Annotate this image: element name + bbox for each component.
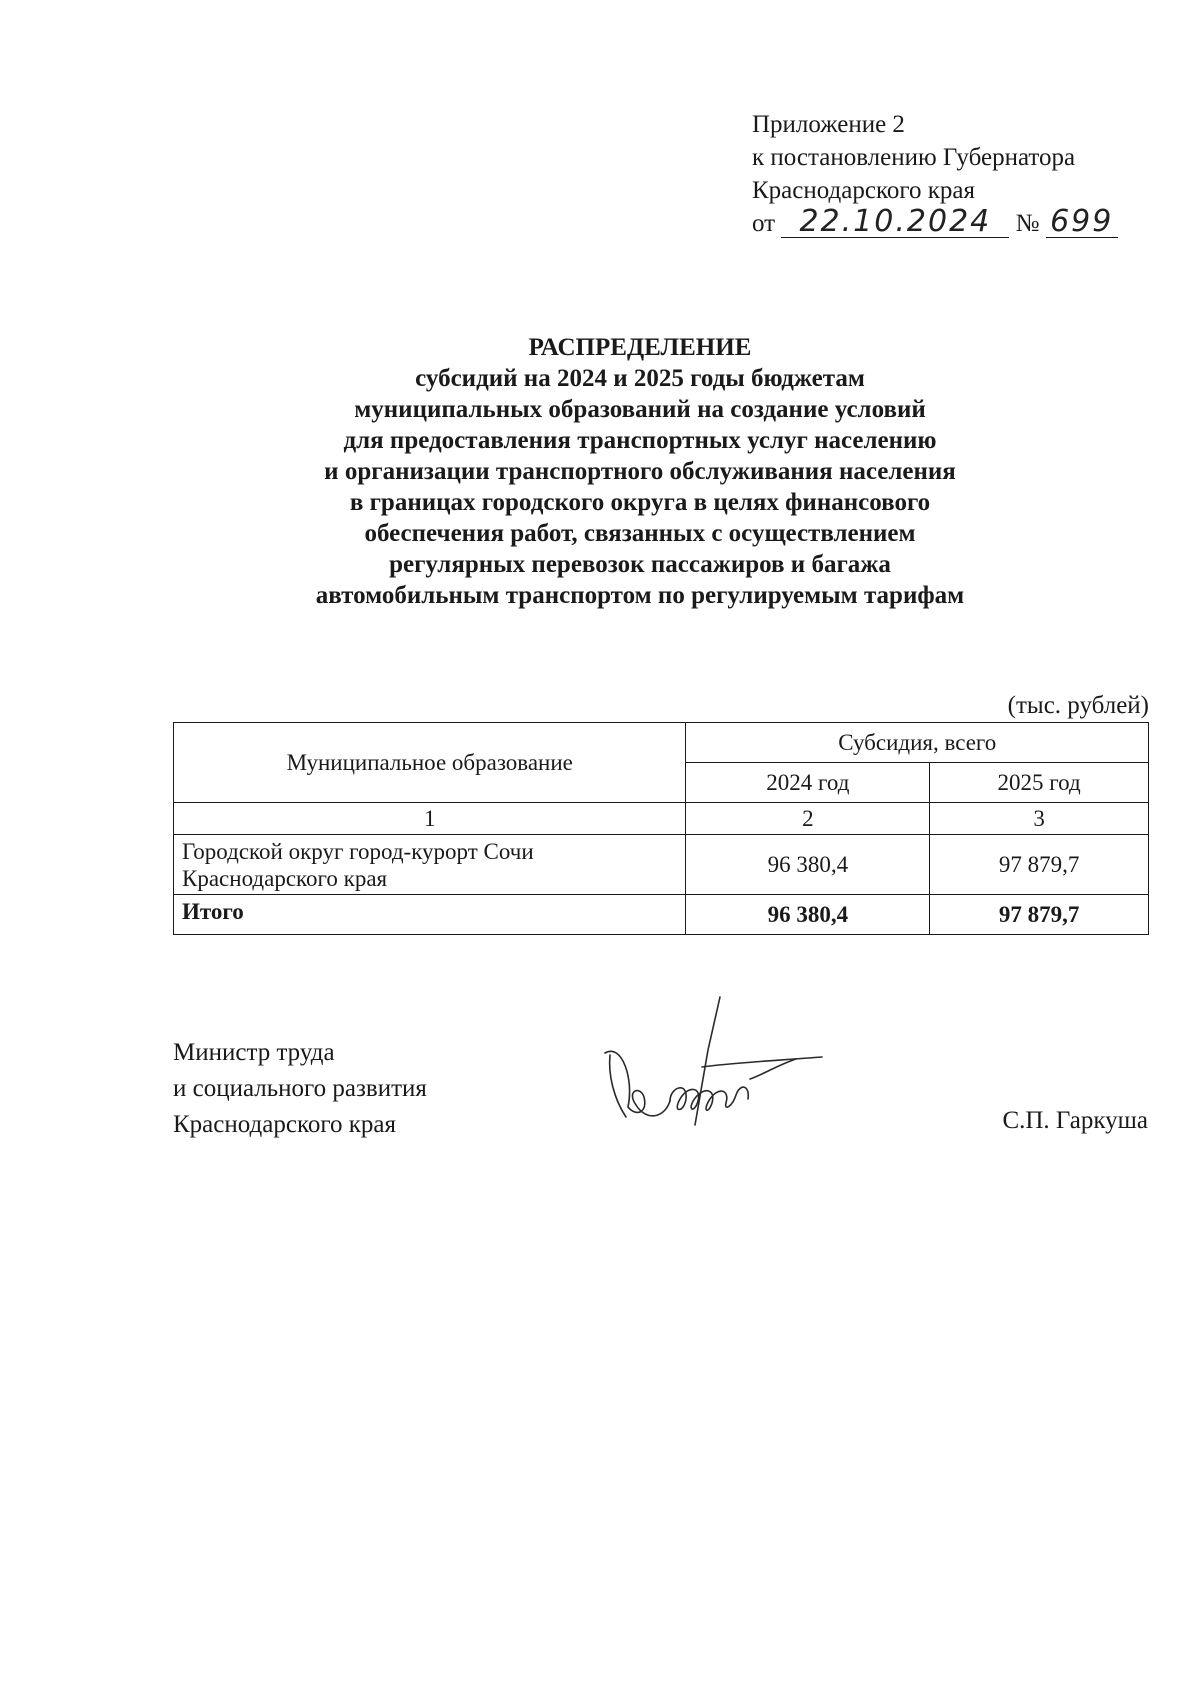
header-year-2024: 2024 год xyxy=(686,763,930,803)
value-2024: 96 380,4 xyxy=(686,835,930,895)
title-line: автомобильным транспортом по регулируемым тарифам xyxy=(315,582,965,609)
column-number: 3 xyxy=(930,803,1149,835)
distribution-table xyxy=(173,722,1149,935)
units-label: (тыс. рублей) xyxy=(1007,692,1149,719)
title-line: и организации транспортного обслуживания населения xyxy=(324,458,956,485)
title-heading: РАСПРЕДЕЛЕНИЕ xyxy=(528,334,752,361)
total-label: Итого xyxy=(174,895,686,935)
date-prefix: от xyxy=(752,210,776,237)
appendix-title: Приложение 2 xyxy=(752,111,905,138)
handwritten-date: 22.10.2024 xyxy=(781,207,1009,238)
title-line: муниципальных образований на создание условий xyxy=(354,396,926,423)
appendix-region: Краснодарского края xyxy=(752,177,975,204)
header-municipality: Муниципальное образование xyxy=(174,723,686,803)
number-prefix: № xyxy=(1015,210,1040,237)
title-line: регулярных перевозок пассажиров и багажа xyxy=(389,551,891,578)
column-numbers-row xyxy=(174,803,1149,835)
signatory-position xyxy=(173,1035,427,1143)
total-2024: 96 380,4 xyxy=(686,895,930,935)
title-line: субсидий на 2024 и 2025 годы бюджетам xyxy=(415,365,865,392)
title-line: для предоставления транспортных услуг населению xyxy=(343,427,937,454)
position-line: и социального развития xyxy=(173,1075,427,1102)
signatory-name: С.П. Гаркуша xyxy=(1002,1107,1148,1134)
title-line: обеспечения работ, связанных с осуществлением xyxy=(364,520,916,547)
handwritten-number: 699 xyxy=(1046,207,1118,238)
position-line: Краснодарского края xyxy=(173,1111,396,1138)
handwritten-signature xyxy=(600,995,830,1145)
header-row xyxy=(174,723,1149,763)
appendix-date-line xyxy=(752,204,1118,240)
column-number: 2 xyxy=(686,803,930,835)
total-2025: 97 879,7 xyxy=(930,895,1149,935)
appendix-note xyxy=(752,108,1118,240)
municipality-cell xyxy=(174,835,686,895)
position-line: Министр труда xyxy=(173,1039,335,1066)
table-row xyxy=(174,835,1149,895)
municipality-region: Краснодарского края xyxy=(182,865,388,891)
total-row xyxy=(174,895,1149,935)
header-subsidy-total: Субсидия, всего xyxy=(686,723,1149,763)
header-year-2025: 2025 год xyxy=(930,763,1149,803)
title-line: в границах городского округа в целях финансового xyxy=(349,489,931,516)
document-title xyxy=(200,332,1080,611)
value-2025: 97 879,7 xyxy=(930,835,1149,895)
column-number: 1 xyxy=(174,803,686,835)
appendix-reference: к постановлению Губернатора xyxy=(752,144,1076,171)
municipality-name: Городской округ город-курорт Сочи xyxy=(182,838,534,864)
